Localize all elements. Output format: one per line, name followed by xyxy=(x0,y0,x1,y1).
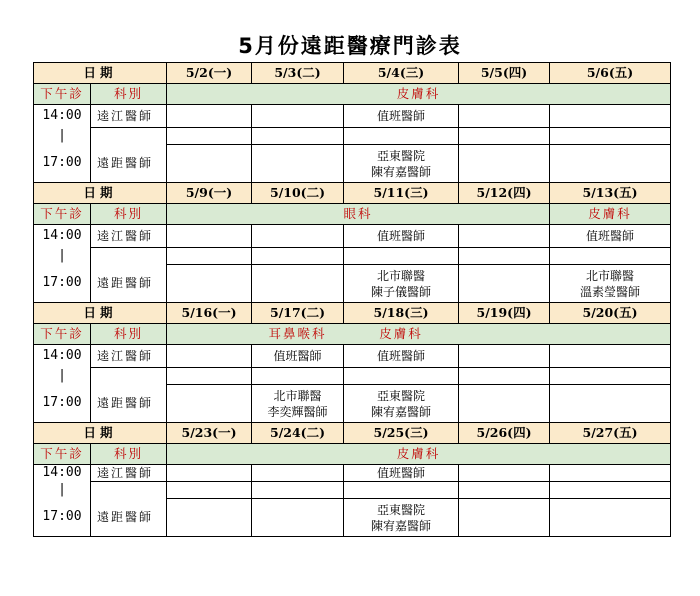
date-cell: 5/26(四) xyxy=(459,423,550,444)
schedule-cell xyxy=(167,145,252,183)
schedule-cell xyxy=(550,499,671,537)
schedule-cell xyxy=(252,465,344,482)
date-cell: 5/19(四) xyxy=(459,303,550,324)
schedule-cell xyxy=(167,105,252,128)
role-label: 遠距醫師 xyxy=(91,499,167,537)
afternoon-label: 下午診 xyxy=(34,324,91,345)
week-3-lian-row xyxy=(34,345,671,368)
dept-label: 科別 xyxy=(91,204,167,225)
dept-label: 科別 xyxy=(91,324,167,345)
date-cell: 5/27(五) xyxy=(550,423,671,444)
role-label: 逵江醫師 xyxy=(91,345,167,368)
time-separator: | xyxy=(34,248,91,265)
schedule-cell xyxy=(459,105,550,128)
date-cell: 5/17(二) xyxy=(252,303,344,324)
date-cell: 5/2(一) xyxy=(167,63,252,84)
date-cell: 5/4(三) xyxy=(344,63,459,84)
week-3-dept-row xyxy=(34,324,671,345)
date-cell: 5/3(二) xyxy=(252,63,344,84)
schedule-cell: 亞東醫院 陳宥嘉醫師 xyxy=(344,499,459,537)
week-4-remote-row xyxy=(34,499,671,537)
role-label: 遠距醫師 xyxy=(91,145,167,183)
week-2-lian-row xyxy=(34,225,671,248)
end-time: 17:00 xyxy=(34,385,91,423)
schedule-cell xyxy=(459,225,550,248)
date-cell: 5/5(四) xyxy=(459,63,550,84)
schedule-cell xyxy=(252,499,344,537)
role-label: 逵江醫師 xyxy=(91,225,167,248)
date-label: 日期 xyxy=(34,63,167,84)
date-label: 日期 xyxy=(34,303,167,324)
schedule-cell: 值班醫師 xyxy=(550,225,671,248)
role-label: 逵江醫師 xyxy=(91,105,167,128)
schedule-cell: 亞東醫院 陳宥嘉醫師 xyxy=(344,145,459,183)
end-time: 17:00 xyxy=(34,145,91,183)
dept-cell xyxy=(459,324,550,345)
date-cell: 5/16(一) xyxy=(167,303,252,324)
week-4-gap-row xyxy=(34,482,671,499)
week-2-date-row xyxy=(34,183,671,204)
schedule-cell xyxy=(459,345,550,368)
date-cell: 5/25(三) xyxy=(344,423,459,444)
time-separator: | xyxy=(34,368,91,385)
schedule-cell xyxy=(550,385,671,423)
week-2-dept-row xyxy=(34,204,671,225)
week-3-gap-row xyxy=(34,368,671,385)
week-4-lian-row xyxy=(34,465,671,482)
schedule-cell xyxy=(167,265,252,303)
date-cell: 5/20(五) xyxy=(550,303,671,324)
date-label: 日期 xyxy=(34,183,167,204)
schedule-cell xyxy=(167,225,252,248)
dept-cell: 皮膚科 xyxy=(344,324,459,345)
time-separator: | xyxy=(34,128,91,145)
date-cell: 5/18(三) xyxy=(344,303,459,324)
dept-cell: 皮膚科 xyxy=(167,444,671,465)
date-cell: 5/9(一) xyxy=(167,183,252,204)
role-label: 遠距醫師 xyxy=(91,265,167,303)
schedule-cell: 值班醫師 xyxy=(344,345,459,368)
role-label: 遠距醫師 xyxy=(91,385,167,423)
dept-cell: 皮膚科 xyxy=(167,84,671,105)
date-cell: 5/10(二) xyxy=(252,183,344,204)
schedule-cell xyxy=(459,465,550,482)
afternoon-label: 下午診 xyxy=(34,204,91,225)
week-1-lian-row xyxy=(34,105,671,128)
schedule-cell: 亞東醫院 陳宥嘉醫師 xyxy=(344,385,459,423)
schedule-cell: 北市聯醫 陳子儀醫師 xyxy=(344,265,459,303)
schedule-cell xyxy=(252,105,344,128)
schedule-cell xyxy=(167,465,252,482)
schedule-cell xyxy=(550,145,671,183)
page-title: 5月份遠距醫療門診表 xyxy=(238,34,462,58)
schedule-cell xyxy=(550,105,671,128)
end-time: 17:00 xyxy=(34,499,91,537)
date-cell: 5/6(五) xyxy=(550,63,671,84)
dept-cell: 眼科 xyxy=(167,204,550,225)
schedule-cell: 值班醫師 xyxy=(344,225,459,248)
date-cell: 5/13(五) xyxy=(550,183,671,204)
dept-label: 科別 xyxy=(91,444,167,465)
time-separator: | xyxy=(34,482,91,499)
week-2-gap-row xyxy=(34,248,671,265)
dept-cell xyxy=(167,324,252,345)
schedule-cell xyxy=(459,499,550,537)
week-1-remote-row xyxy=(34,145,671,183)
start-time: 14:00 xyxy=(34,465,91,482)
week-3-date-row xyxy=(34,303,671,324)
date-cell: 5/24(二) xyxy=(252,423,344,444)
schedule-cell: 北市聯醫 溫素瑩醫師 xyxy=(550,265,671,303)
schedule-cell: 值班醫師 xyxy=(252,345,344,368)
week-2-remote-row xyxy=(34,265,671,303)
schedule-cell: 值班醫師 xyxy=(344,465,459,482)
start-time: 14:00 xyxy=(34,225,91,248)
dept-cell: 耳鼻喉科 xyxy=(252,324,344,345)
date-label: 日期 xyxy=(34,423,167,444)
schedule-cell xyxy=(167,499,252,537)
dept-cell xyxy=(550,324,671,345)
schedule-cell xyxy=(252,145,344,183)
week-3-remote-row xyxy=(34,385,671,423)
schedule-table xyxy=(33,62,671,537)
schedule-cell xyxy=(550,465,671,482)
schedule-cell xyxy=(550,345,671,368)
week-4-dept-row xyxy=(34,444,671,465)
schedule-cell xyxy=(459,385,550,423)
date-cell: 5/23(一) xyxy=(167,423,252,444)
start-time: 14:00 xyxy=(34,105,91,128)
week-4-date-row xyxy=(34,423,671,444)
dept-label: 科別 xyxy=(91,84,167,105)
schedule-cell xyxy=(459,145,550,183)
start-time: 14:00 xyxy=(34,345,91,368)
schedule-cell xyxy=(459,265,550,303)
date-cell: 5/12(四) xyxy=(459,183,550,204)
dept-cell: 皮膚科 xyxy=(550,204,671,225)
schedule-cell xyxy=(252,225,344,248)
week-1-date-row xyxy=(34,63,671,84)
schedule-cell: 值班醫師 xyxy=(344,105,459,128)
afternoon-label: 下午診 xyxy=(34,84,91,105)
schedule-cell xyxy=(252,265,344,303)
schedule-cell: 北市聯醫 李奕輝醫師 xyxy=(252,385,344,423)
date-cell: 5/11(三) xyxy=(344,183,459,204)
afternoon-label: 下午診 xyxy=(34,444,91,465)
schedule-cell xyxy=(167,385,252,423)
week-1-gap-row xyxy=(34,128,671,145)
schedule-cell xyxy=(167,345,252,368)
role-label: 逵江醫師 xyxy=(91,465,167,482)
end-time: 17:00 xyxy=(34,265,91,303)
week-1-dept-row xyxy=(34,84,671,105)
